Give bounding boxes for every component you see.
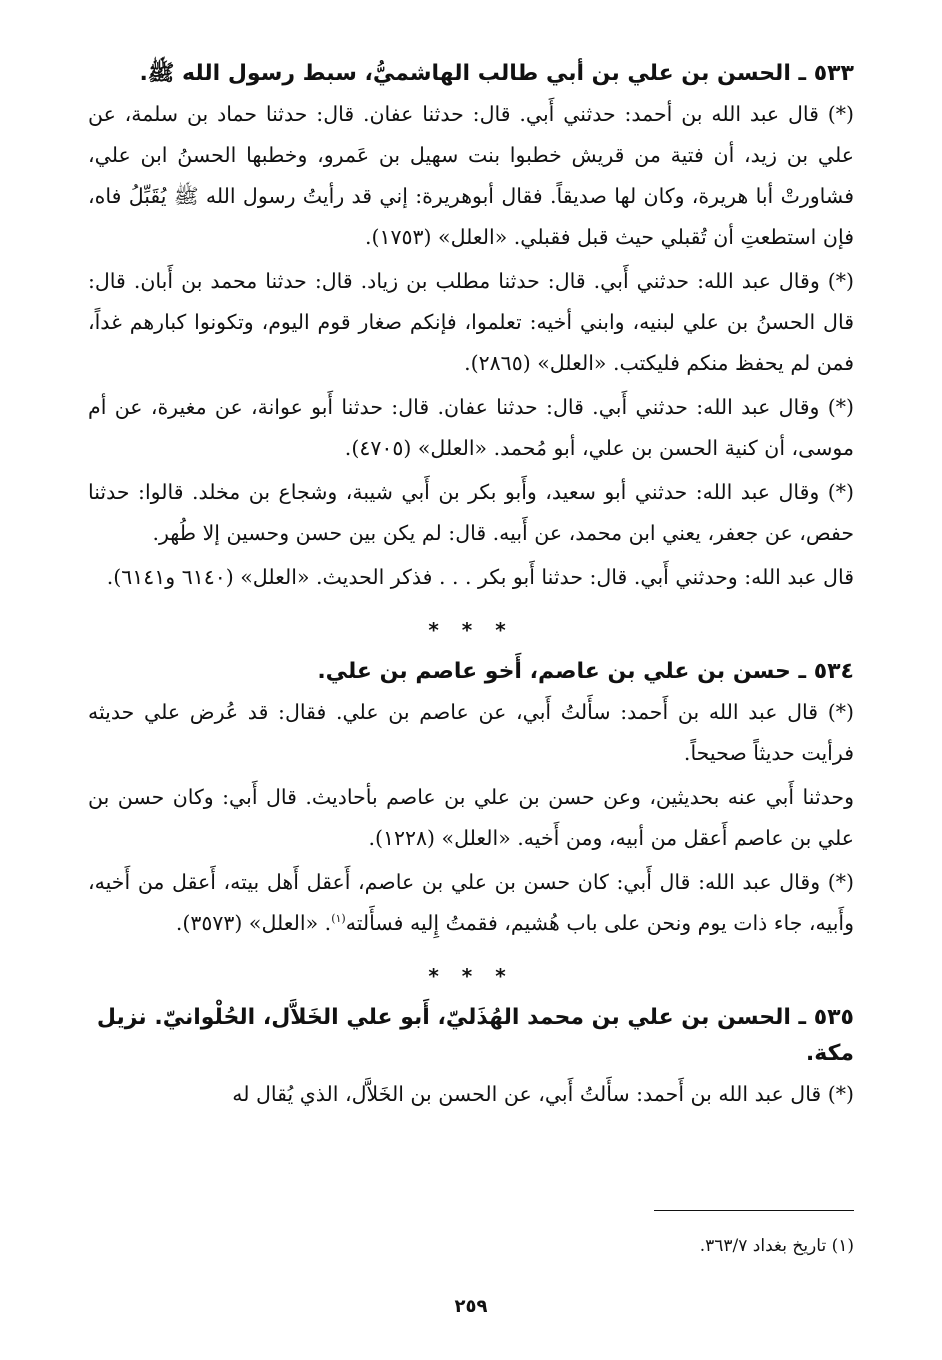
- entry-534-paragraph-1: (*) قال عبد الله بن أَحمد: سأَلتُ أَبي، عن عاصم بن علي. فقال: قد عُرض علي حديثه فرأيت حديثاً صحيحاً.: [88, 700, 854, 765]
- entry-533-heading: ٥٣٣ ـ الحسن بن علي بن أبي طالب الهاشميُّ، سبط رسول الله ﷺ.: [139, 61, 854, 86]
- entry-533-paragraph-1: (*) قال عبد الله بن أحمد: حدثني أَبي. قال: حدثنا عفان. قال: حدثنا حماد بن سلمة، عن علي بن زيد، أن فتية من قريش خطبوا بنت سهيل بن عَمرو، وخطبها الحسنُ ابن علي، فشاورتْ أبا هريرة، وكان لها صديقاً. فقال أبوهريرة: إني قد رأيتُ رسول الله ﷺ يُقَبِّلُ فاه، فإن استطعتِ أن تُقبلي حيث قبل فقبلي. «العلل» (١٧٥٣).: [88, 102, 854, 249]
- entry-533-paragraph-4: (*) وقال عبد الله: حدثني أبو سعيد، وأَبو بكر بن أَبي شيبة، وشجاع بن مخلد. قالوا: حدثنا حفص، عن جعفر، يعني ابن محمد، عن أَبيه. قال: لم يكن بين حسن وحسين إلا طُهر.: [88, 480, 854, 545]
- page-body: [88, 56, 854, 1118]
- footnote-marker: (١): [331, 912, 346, 926]
- entry-534-paragraph-2: وحدثنا أَبي عنه بحديثين، وعن حسن بن علي بن عاصم بأحاديث. قال أَبي: وكان حسن بن علي بن عاصم أَعقل من أبيه، ومن أَخيه. «العلل» (١٢٢٨).: [88, 785, 854, 850]
- entry-533-paragraph-2: (*) وقال عبد الله: حدثني أَبي. قال: حدثنا مطلب بن زياد. قال: حدثنا محمد بن أَبان. قال: قال الحسنُ بن علي لبنيه، وابني أخيه: تعلموا، فإنكم صغار قوم اليوم، وتكونوا كبارهم غداً، فمن لم يحفظ منكم فليكتب. «العلل» (٢٨٦٥).: [88, 269, 854, 375]
- page-number: ٢٥٩: [454, 1296, 488, 1317]
- section-separator: * * *: [428, 618, 514, 642]
- footnote: (١) تاريخ بغداد ٣٦٣/٧.: [699, 1236, 854, 1256]
- entry-535-paragraph-1: (*) قال عبد الله بن أَحمد: سأَلتُ أَبي، عن الحسن بن الخَلاَّل، الذي يُقال له: [232, 1082, 854, 1106]
- entry-535-heading: ٥٣٥ ـ الحسن بن علي بن محمد الهُذَليّ، أَبو علي الخَلاَّل، الحُلْوانيّ. نزيل مكة.: [96, 1005, 854, 1066]
- entry-534-paragraph-3: (*) وقال عبد الله: قال أَبي: كان حسن بن علي بن عاصم، أَعقل أَهل بيته، أَعقل من أَخيه، وأَبيه، جاء ذات يوم ونحن على باب هُشيم، فقمتُ إِليه فسأَلته$^{(١)}$. «العلل» (٣٥٧٣).: [88, 870, 854, 935]
- entry-533-paragraph-5: قال عبد الله: وحدثني أَبي. قال: حدثنا أَبو بكر . . . فذكر الحديث. «العلل» (٦١٤٠ و٦١٤١).: [106, 565, 854, 589]
- section-separator: * * *: [428, 964, 514, 988]
- entry-534-heading: ٥٣٤ ـ حسن بن علي بن عاصم، أَخو عاصم بن علي.: [317, 659, 854, 684]
- entry-533-paragraph-3: (*) وقال عبد الله: حدثني أَبي. قال: حدثنا عفان. قال: حدثنا أَبو عوانة، عن مغيرة، عن أم موسى، أن كنية الحسن بن علي، أبو مُحمد. «العلل» (٤٧٠٥).: [88, 395, 854, 460]
